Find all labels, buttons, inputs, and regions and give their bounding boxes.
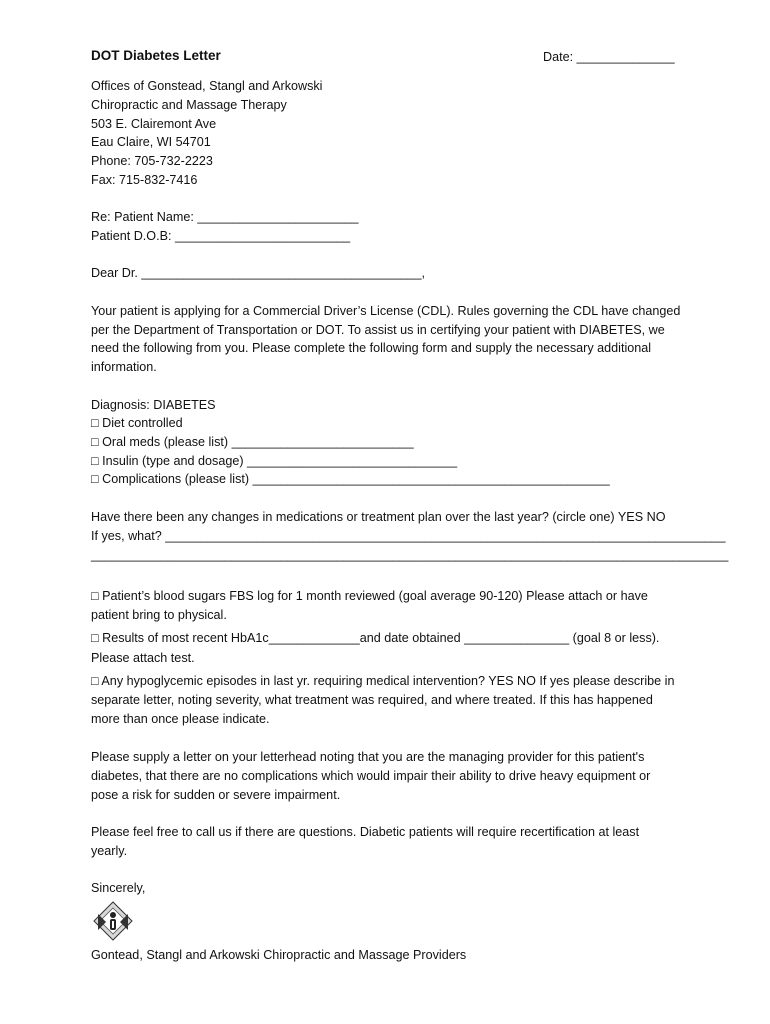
letterhead-request-line: diabetes, that there are no complications which would impair their ability to drive heavy equipment or	[91, 769, 651, 783]
intro-line: Your patient is applying for a Commercial Driver’s License (CDL). Rules governing the CDL have changed	[91, 304, 681, 318]
oral-meds-checkbox[interactable]: □ Oral meds (please list) __________________________	[91, 435, 414, 449]
complications-checkbox[interactable]: □ Complications (please list) ___________________________________________________	[91, 472, 610, 486]
blood-sugar-continued: patient bring to physical.	[91, 608, 227, 622]
signature: Gontead, Stangl and Arkowski Chiropractic and Massage Providers	[91, 948, 467, 962]
closing: Sincerely,	[91, 881, 146, 895]
insulin-checkbox[interactable]: □ Insulin (type and dosage) ______________________________	[91, 454, 458, 468]
date-field[interactable]: Date: ______________	[543, 50, 675, 64]
address-line-fax: Fax: 715-832-7416	[91, 173, 198, 187]
address-line-city: Eau Claire, WI 54701	[91, 135, 211, 149]
hba1c-continued: Please attach test.	[91, 651, 195, 665]
intro-line: per the Department of Transportation or DOT. To assist us in certifying your patient with DIABETES, we	[91, 323, 665, 337]
diagnosis-heading: Diagnosis: DIABETES	[91, 398, 216, 412]
changes-if-yes-field[interactable]: If yes, what? ________________________________________________________________________________	[91, 529, 726, 543]
patient-name-field[interactable]: Re: Patient Name: _______________________	[91, 210, 359, 224]
call-note-line: Please feel free to call us if there are questions. Diabetic patients will require recertification at least	[91, 825, 640, 839]
letterhead-request-line: pose a risk for sudden or severe impairment.	[91, 788, 341, 802]
hypoglycemic-checkbox[interactable]: □ Any hypoglycemic episodes in last yr. requiring medical intervention? YES NO If yes please describe in	[91, 674, 675, 688]
address-line-office: Offices of Gonstead, Stangl and Arkowski	[91, 79, 323, 93]
salutation-field[interactable]: Dear Dr. ________________________________________,	[91, 266, 426, 280]
diet-controlled-checkbox[interactable]: □ Diet controlled	[91, 416, 183, 430]
letterhead-request-line: Please supply a letter on your letterhead noting that you are the managing provider for this patient's	[91, 750, 645, 764]
hypoglycemic-continued: separate letter, noting severity, what treatment was required, and where treated. If this has happened	[91, 693, 653, 707]
chiropractic-diamond-logo-icon	[90, 900, 136, 942]
page-title: DOT Diabetes Letter	[91, 48, 221, 63]
call-note-line: yearly.	[91, 844, 128, 858]
hypoglycemic-continued: more than once please indicate.	[91, 712, 270, 726]
intro-line: information.	[91, 360, 157, 374]
address-line-practice: Chiropractic and Massage Therapy	[91, 98, 287, 112]
intro-line: need the following from you. Please complete the following form and supply the necessary additional	[91, 341, 652, 355]
changes-question: Have there been any changes in medications or treatment plan over the last year? (circle one) YES NO	[91, 510, 666, 524]
address-line-street: 503 E. Clairemont Ave	[91, 117, 217, 131]
patient-dob-field[interactable]: Patient D.O.B: _________________________	[91, 229, 351, 243]
changes-extra-line[interactable]: ___________________________________________________________________________________________	[91, 548, 729, 562]
hba1c-checkbox[interactable]: □ Results of most recent HbA1c_____________and date obtained _______________ (goal 8 or less).	[91, 631, 660, 645]
address-line-phone: Phone: 705-732-2223	[91, 154, 213, 168]
blood-sugar-checkbox[interactable]: □ Patient’s blood sugars FBS log for 1 month reviewed (goal average 90-120) Please attach or have	[91, 589, 648, 603]
